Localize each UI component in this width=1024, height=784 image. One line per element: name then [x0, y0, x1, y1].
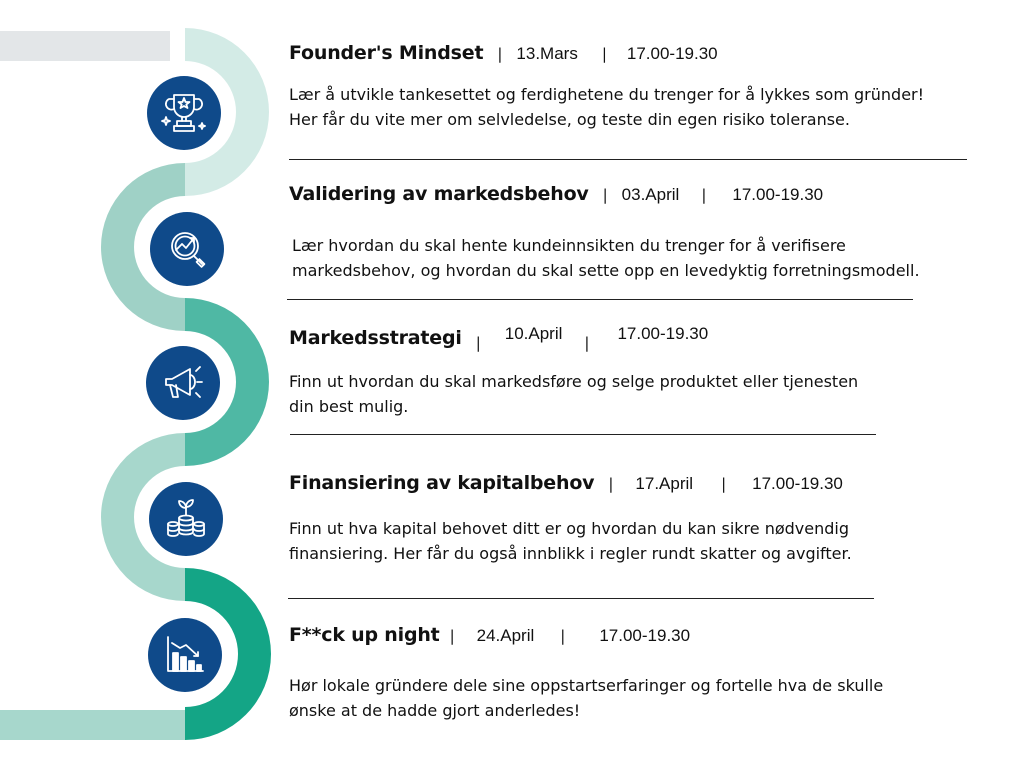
event-title: Validering av markedsbehov	[289, 183, 589, 205]
separator: |	[584, 334, 590, 352]
event-description: Lær hvordan du skal hente kundeinnsikten du trenger for å verifisere markedsbehov, og hvordan du skal sette opp en levedyktig forretningsmodell.	[292, 236, 920, 280]
event-description: Finn ut hvordan du skal markedsføre og selge produktet eller tjenesten din best mulig.	[289, 372, 859, 416]
event-date: 24.April	[476, 626, 535, 645]
event-time: 17.00-19.30	[732, 185, 824, 204]
divider	[288, 598, 874, 599]
event-title: Founder's Mindset	[289, 42, 484, 64]
event-date: 03.April	[621, 185, 680, 204]
event-description: Finn ut hva kapital behovet ditt er og hvordan du kan sikre nødvendig finansiering. Her får du også innblikk i regler rundt skatter og avgifter.	[289, 519, 852, 563]
separator: |	[475, 334, 481, 352]
magnifier-chart-icon	[150, 212, 224, 286]
divider	[289, 159, 967, 160]
separator: |	[497, 45, 503, 63]
event-title: Markedsstrategi	[289, 327, 462, 349]
event-title: Finansiering av kapitalbehov	[289, 472, 595, 494]
event-time: 17.00-19.30	[599, 626, 691, 645]
event-2-header	[289, 183, 823, 205]
coins-plant-icon	[149, 482, 223, 556]
event-description: Hør lokale gründere dele sine oppstartserfaringer og fortelle hva de skulle ønske at de hadde gjort anderledes!	[289, 676, 884, 720]
timeline-start-bar	[0, 31, 170, 61]
event-time: 17.00-19.30	[617, 324, 709, 343]
divider	[290, 434, 876, 435]
megaphone-icon	[146, 346, 220, 420]
separator: |	[608, 475, 614, 493]
timeline-serpentine	[0, 0, 290, 784]
event-title: F**ck up night	[289, 624, 440, 646]
event-date: 13.Mars	[516, 44, 578, 63]
separator: |	[449, 627, 455, 645]
event-3-header	[289, 324, 709, 352]
event-description: Lær å utvikle tankesettet og ferdighetene du trenger for å lykkes som gründer! Her får du vite mer om selvledelse, og teste din egen risiko toleranse.	[289, 85, 925, 129]
event-5-header	[289, 624, 690, 646]
separator: |	[701, 186, 707, 204]
trophy-icon	[147, 76, 221, 150]
event-date: 17.April	[635, 474, 694, 493]
event-time: 17.00-19.30	[626, 44, 718, 63]
separator: |	[721, 475, 727, 493]
divider	[287, 299, 913, 300]
separator: |	[560, 627, 566, 645]
event-4-header	[289, 472, 843, 494]
timeline-end-bar	[0, 710, 186, 740]
event-1-header	[289, 42, 718, 64]
event-date: 10.April	[504, 324, 563, 343]
event-time: 17.00-19.30	[752, 474, 843, 493]
separator: |	[602, 186, 608, 204]
separator: |	[601, 45, 607, 63]
declining-chart-icon	[148, 618, 222, 692]
